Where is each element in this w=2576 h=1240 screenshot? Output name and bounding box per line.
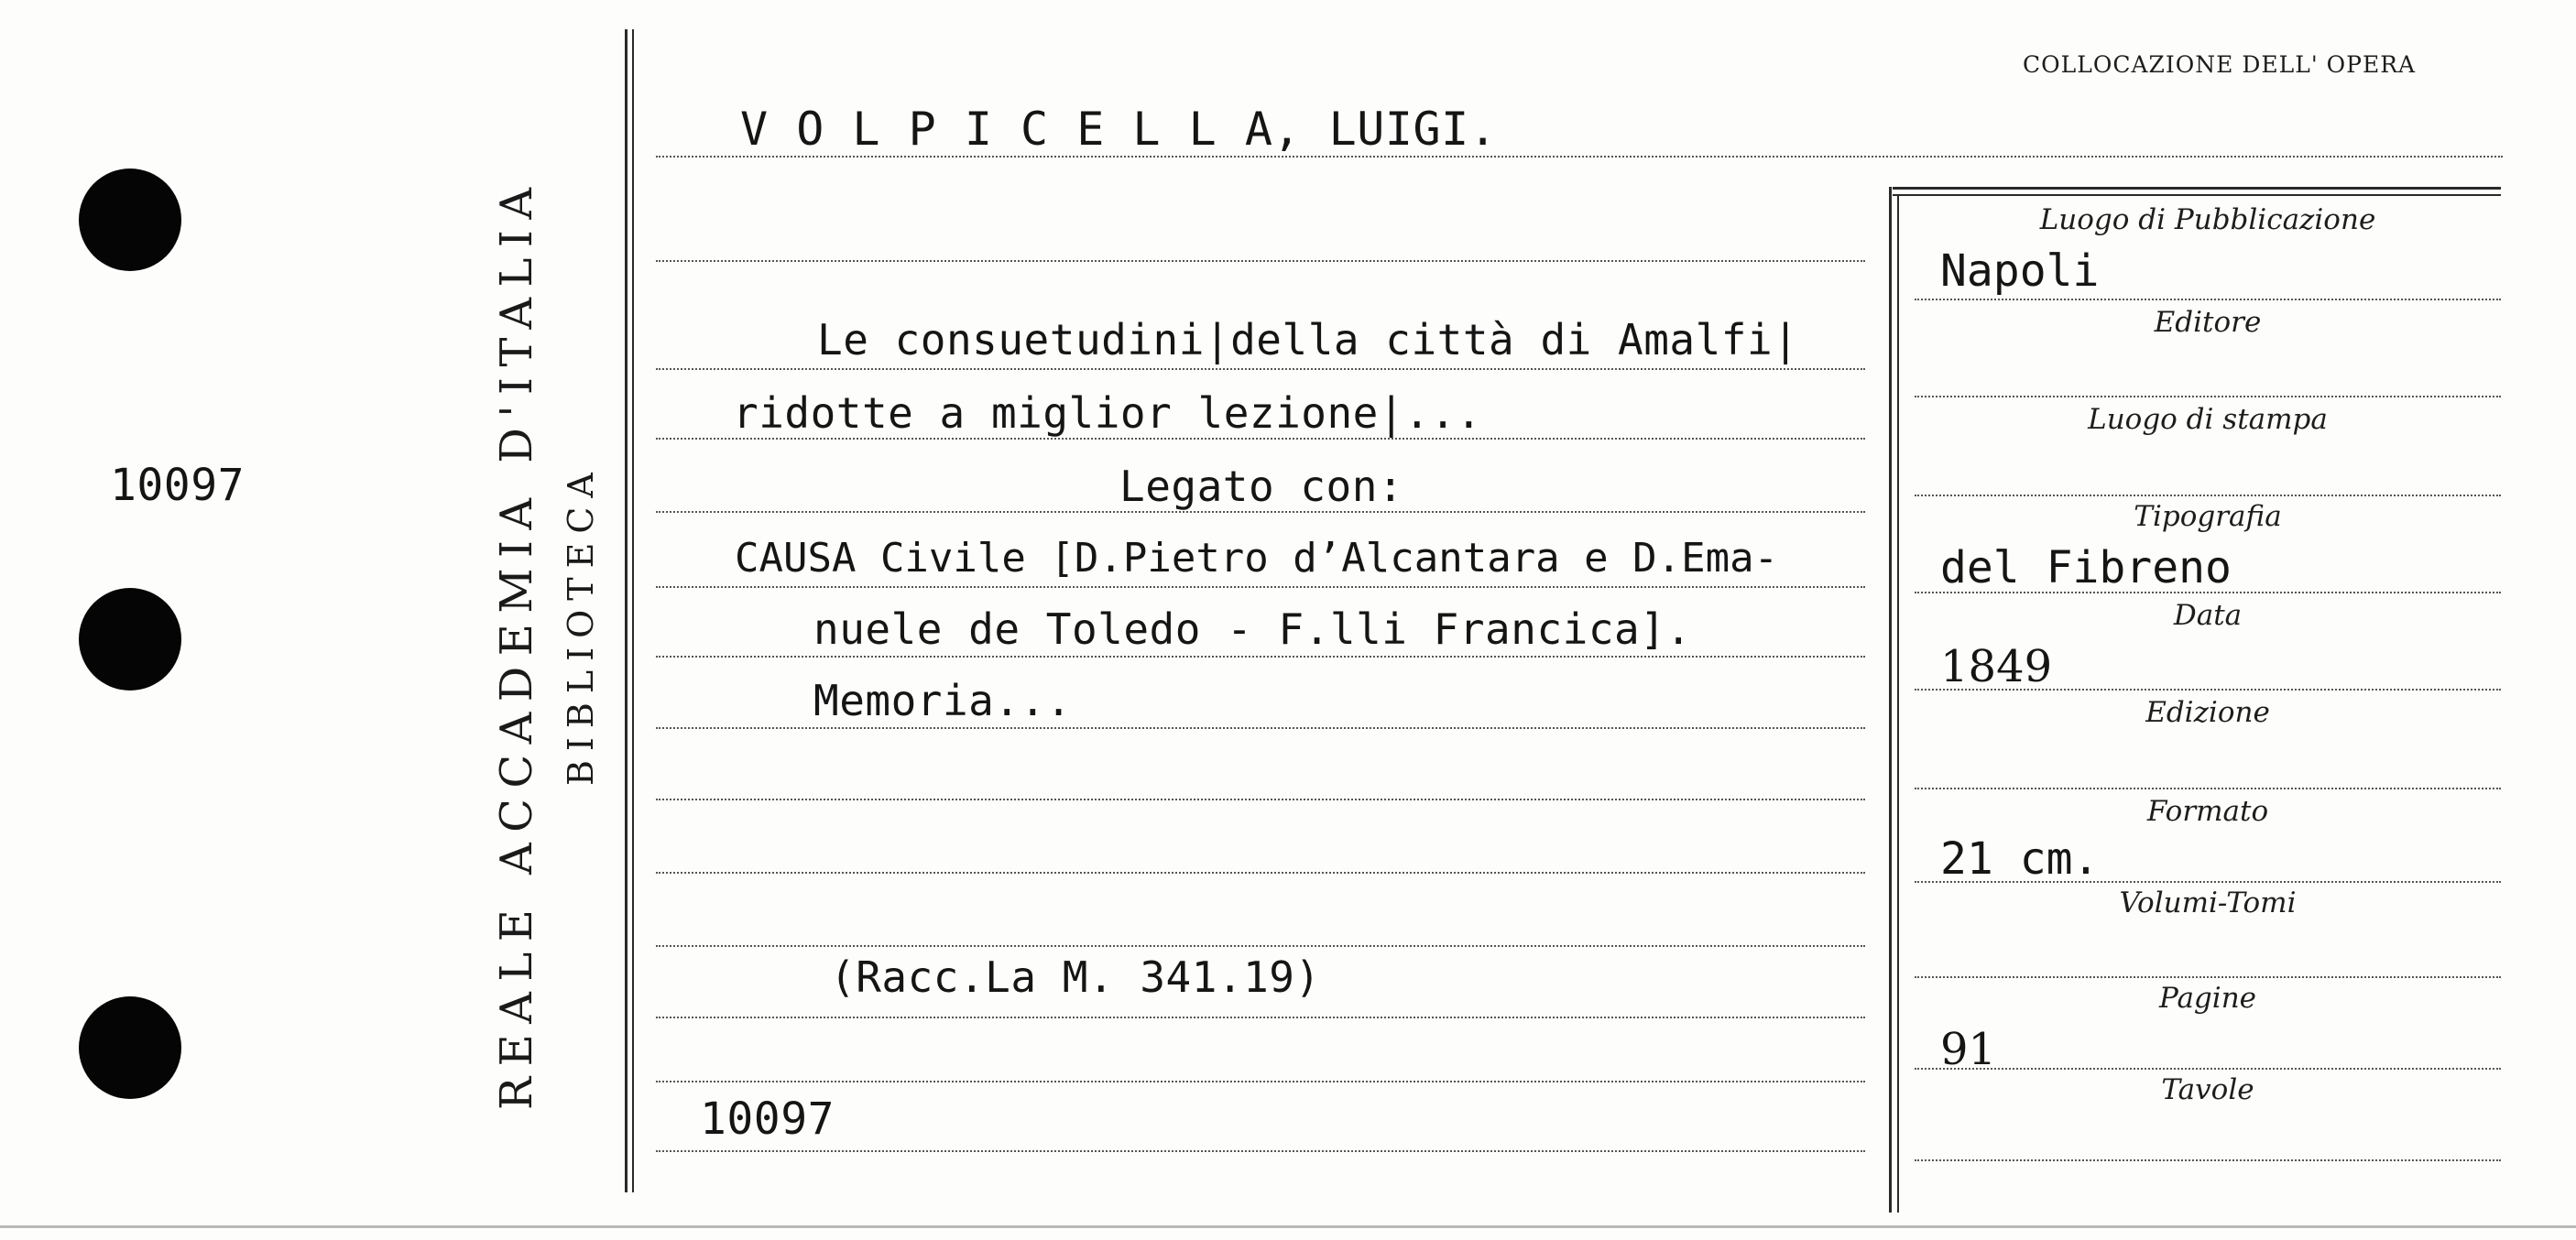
- sidebar-inventory-number: 10097: [110, 460, 245, 511]
- rule-line: [656, 1150, 1865, 1152]
- label-tipografia: Tipografia: [2134, 500, 2282, 533]
- bound-work-line-2: nuele de Toledo - F.lli Francica].: [813, 604, 1692, 654]
- label-formato: Formato: [2146, 795, 2269, 828]
- rule-line: [656, 586, 1865, 588]
- bound-work-line-1: CAUSA Civile [D.Pietro d’Alcantara e D.Ema-: [735, 535, 1779, 582]
- field-box-top: [1893, 187, 2501, 190]
- author-heading: V O L P I C E L L A, LUIGI.: [740, 103, 1498, 156]
- collocazione-heading: COLLOCAZIONE DELL' OPERA: [2023, 51, 2417, 78]
- rule-line: [656, 260, 1865, 262]
- field-rule: [1915, 592, 2501, 593]
- field-box-left-inner: [1897, 194, 1899, 1213]
- label-data: Data: [2173, 599, 2243, 632]
- label-luogo-pubblicazione: Luogo di Pubblicazione: [2039, 203, 2376, 236]
- value-formato: 21 cm.: [1940, 833, 2100, 885]
- punch-hole-middle: [79, 588, 181, 691]
- punch-hole-bottom: [79, 996, 181, 1099]
- rule-line: [656, 1081, 1865, 1082]
- academy-heading: REALE ACCADEMIA D'ITALIA: [491, 177, 542, 1110]
- rule-line: [656, 368, 1865, 370]
- left-rule: [625, 29, 628, 1192]
- collection-note: (Racc.La M. 341.19): [830, 952, 1321, 1002]
- value-pagine: 91: [1940, 1024, 1997, 1075]
- punch-hole-top: [79, 169, 181, 271]
- value-tipografia: del Fibreno: [1940, 542, 2232, 593]
- label-luogo-stampa: Luogo di stampa: [2088, 403, 2328, 436]
- field-rule: [1915, 788, 2501, 789]
- field-rule: [1915, 1068, 2501, 1070]
- value-data: 1849: [1940, 641, 2053, 692]
- field-rule: [1915, 299, 2501, 300]
- rule-line: [656, 1017, 1865, 1018]
- field-rule: [1915, 495, 2501, 496]
- rule-line: [656, 872, 1865, 874]
- rule-line: [656, 727, 1865, 729]
- field-rule: [1915, 976, 2501, 978]
- left-rule-inner: [632, 29, 634, 1192]
- title-line-1: Le consuetudini|della città di Amalfi|: [817, 315, 1799, 364]
- main-inventory-number: 10097: [700, 1093, 835, 1145]
- field-rule: [1915, 396, 2501, 397]
- label-editore: Editore: [2154, 306, 2262, 339]
- library-heading: BIBLIOTECA: [561, 463, 601, 786]
- label-pagine: Pagine: [2158, 982, 2257, 1015]
- field-rule: [1915, 881, 2501, 883]
- label-edizione: Edizione: [2145, 696, 2270, 729]
- rule-line: [656, 656, 1865, 658]
- card-bottom-edge: [0, 1225, 2576, 1228]
- rule-line: [656, 511, 1865, 513]
- rule-line: [656, 799, 1865, 800]
- field-box-top-inner: [1893, 194, 2501, 196]
- label-tavole: Tavole: [2161, 1073, 2254, 1106]
- title-line-2: ridotte a miglior lezione|...: [733, 388, 1482, 438]
- value-luogo-pubblicazione: Napoli: [1940, 245, 2100, 297]
- bound-with-label: Legato con:: [1119, 462, 1404, 511]
- rule-line: [656, 945, 1865, 947]
- bound-work-line-3: Memoria...: [813, 676, 1072, 725]
- rule-line: [656, 438, 1865, 440]
- field-rule: [1915, 689, 2501, 691]
- field-rule: [1915, 1159, 2501, 1161]
- rule-line: [656, 156, 2503, 158]
- field-box-left: [1889, 187, 1892, 1213]
- label-volumi-tomi: Volumi-Tomi: [2119, 886, 2297, 919]
